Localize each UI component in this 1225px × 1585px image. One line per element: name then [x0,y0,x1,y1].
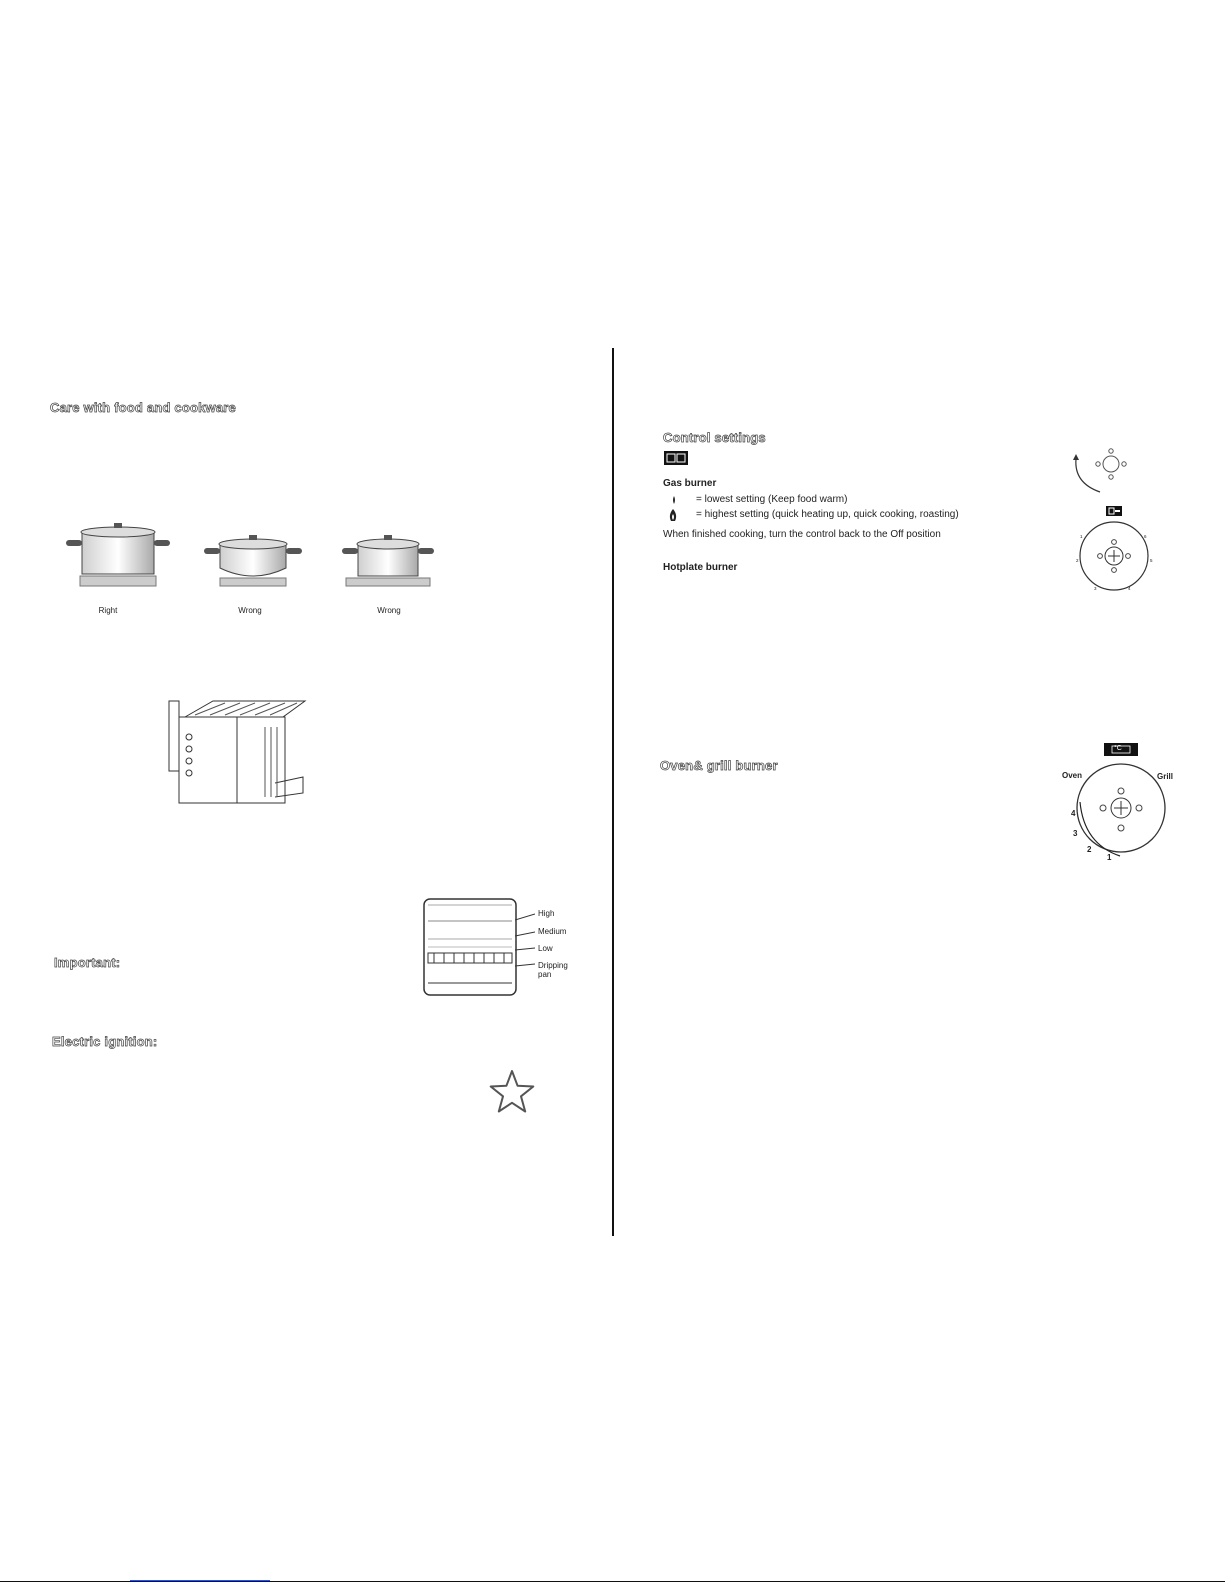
pots-illustration [60,518,450,598]
pot-wrong-1 [204,535,302,586]
dial-label-3: 3 [1073,829,1078,838]
shelf-levels-illustration [420,895,520,1000]
dial-label-1: 1 [1107,853,1112,862]
pot-label-wrong-1: Wrong [238,606,262,615]
control-heading: Control settings [663,430,766,445]
dial-temp-badge: °C [1114,745,1122,752]
ignition-heading: Electric ignition: [52,1034,158,1049]
svg-text:5: 5 [1150,558,1153,563]
hotplate-burner-heading: Hotplate burner [663,562,738,573]
oven-shelf-illustration [165,697,315,807]
svg-text:6: 6 [1144,534,1147,539]
gas-burner-heading: Gas burner [663,478,717,489]
hotplate-dial-diagram [1066,504,1158,594]
page-bottom-rule [0,1581,1225,1582]
shelf-label-high: High [538,909,555,918]
pot-label-wrong-2: Wrong [377,606,401,615]
oven-grill-dial-diagram [1058,740,1176,866]
svg-text:2: 2 [1076,558,1079,563]
svg-text:3: 3 [1094,586,1097,591]
large-flame-icon [667,508,679,522]
oven-grill-heading: Oven& grill burner [660,758,778,773]
svg-text:1: 1 [1080,534,1083,539]
svg-text:4: 4 [1128,586,1131,591]
dial-label-4: 4 [1071,809,1076,818]
important-heading: Important: [54,955,121,970]
shelf-label-medium: Medium [538,927,567,936]
column-divider [612,348,614,1236]
gas-knob-diagram [1068,447,1138,497]
dial-label-2: 2 [1087,845,1092,854]
pot-wrong-2 [342,535,434,586]
shelf-label-pan: pan [538,970,552,979]
dial-label-oven: Oven [1062,771,1083,780]
dial-label-grill: Grill [1157,772,1174,781]
star-outline-icon [488,1068,536,1114]
lowest-setting-text: = lowest setting (Keep food warm) [696,494,848,505]
shelf-label-dripping: Dripping [538,961,568,970]
shelf-label-low: Low [538,944,553,953]
hob-symbol-icon [663,450,689,466]
shelf-leader-lines [515,900,535,980]
pot-right [66,523,170,586]
care-heading: Care with food and cookware [50,400,236,415]
finished-cooking-text: When finished cooking, turn the control back to the Off position [663,529,941,540]
page-bottom-link-underline[interactable] [130,1580,270,1581]
highest-setting-text: = highest setting (quick heating up, quick cooking, roasting) [696,509,959,520]
pot-label-right: Right [98,606,118,615]
small-flame-icon [669,494,679,506]
